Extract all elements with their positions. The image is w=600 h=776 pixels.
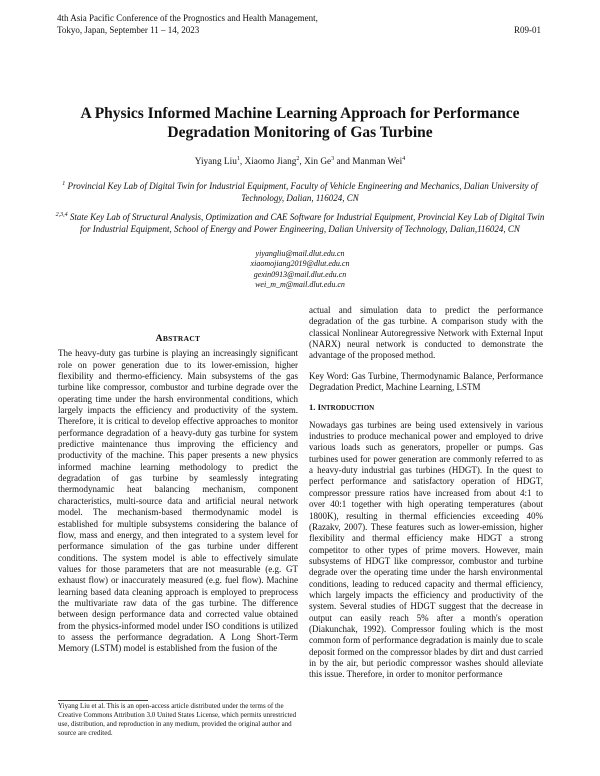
abstract-heading [58, 333, 298, 345]
title-line-2: Degradation Monitoring of Gas Turbine [167, 124, 433, 141]
conference-header [57, 13, 318, 36]
footnote-divider [58, 700, 148, 701]
left-column [58, 333, 298, 655]
affiliation-2-sup: 2,3,4 [55, 212, 68, 218]
paper-id: R09-01 [514, 24, 541, 35]
keywords: Key Word: Gas Turbine, Thermodynamic Balance, Performance Degradation Predict, Machine Learning, LSTM [309, 370, 543, 393]
email-list [40, 249, 560, 291]
conference-line-2: Tokyo, Japan, September 11 – 14, 2023 [57, 24, 200, 35]
introduction-body: Nowadays gas turbines are being used extensively in various industries to produce mechanical power and employed to drive various loads such as generators, propeller or pumps. Gas turbines used for power generation are commonly referred to as a heavy-duty industrial gas turbines (HDGT). In the quest to perfect performance and satisfactory operation of HDGT, compressor pressure ratios have increased from about 4:1 to over 40:1 together with high operating temperatures (about 1800K), resulting in thermal efficiencies exceeding 40% (Razakv, 2007). These features such as lower-emission, higher flexibility and thermal efficiency make HDGT a strong competitor to other types of prime movers. However, main subsystems of HDGT like compressor, combustor and turbine degrade over the operating time under the harsh environmental conditions, leading to reduced capacity and thermal efficiency, which largely impacts the efficiency and productivity of the system. Several studies of HDGT suggest that the decrease in output can easily reach 5% after a month's operation (Diakunchak, 1992). Compressor fouling which is the most common form of performance degradation is mainly due to scale deposit formed on the compressor blades by dirt and dust carried in by the air, but periodic compressor washes should alleviate this issue. Therefore, in order to monitor performance [309, 419, 543, 680]
abstract-body: The heavy-duty gas turbine is playing an increasingly significant role on power generation due to its lower-emission, higher flexibility and thermo-efficiency. Main subsystems of the gas turbine like compressor, combustor and turbine degrade over the operating time under the harsh environmental conditions, which largely impacts the efficiency and productivity of the system. Therefore, it is critical to develop effective approaches to monitor performance degradation of a heavy-duty gas turbine for system predictive maintenance thus improving the efficiency and productivity of the machine. This paper presents a new physics informed machine learning methodology to predict the degradation of gas turbine by seamlessly integrating thermodynamic heat balancing mechanism, component characteristics, multi-source data and artificial neural network model. The mechanism-based thermodynamic model is established for multiple subsystems considering the balance of flow, mass and energy, and then integrated to a system level for performance simulation of the gas turbine under different conditions. The system model is able to effectively simulate values for those parameters that are not measurable (e.g. GT exhaust flow) or inaccurately measured (e.g. fuel flow). Machine learning based data cleaning approach is employed to preprocess the multivariate raw data of the gas turbine. The difference between design performance data and corrected value obtained from the physics-informed model under ISO conditions is utilized to assess the performance degradation. A Long Short-Term Memory (LSTM) model is established from the fusion of the [58, 348, 298, 654]
author-list: Yiyang Liu$^1$, Xiaomo Jiang$^2$, Xin Ge$^3$ and Manman Wei$^4$ [194, 156, 406, 168]
paper-title [40, 104, 560, 142]
affiliation-2 [50, 210, 550, 235]
email-2: xiaomojiang2019@dlut.edu.cn [250, 259, 350, 269]
affiliation-1-sup: 1 [62, 181, 66, 187]
email-1: yiyangliu@mail.dlut.edu.cn [255, 249, 345, 258]
email-4: wei_m_m@mail.dlut.edu.cn [255, 280, 345, 290]
license-footnote: Yiyang Liu et al. This is an open-access article distributed under the terms of the Creative Commons Attribution 3.0 United States License, which permits unrestricted use, distribution, and reproduction in any medium, provided the original author and source are credited. [58, 702, 297, 737]
email-3: gexin0913@mail.dlut.edu.cn [253, 269, 347, 279]
introduction-heading [309, 402, 543, 414]
introduction-heading-num: 1. I [309, 402, 321, 413]
abstract-continuation: actual and simulation data to predict the performance degradation of the gas turbine. A comparison study with the classical Nonlinear Autoregressive Network with External Input (NARX) neural network is conducted to demonstrate the advantage of the proposed method. [309, 305, 543, 361]
author-2-sup: 2 [296, 156, 300, 162]
author-1-sup: 1 [236, 156, 240, 162]
affiliation-1-text: Provincial Key Lab of Digital Twin for Industrial Equipment, Faculty of Vehicle Engineering and Mechanics, Dalian University of Technology, Dalian, 116024, CN [67, 181, 538, 203]
author-3-sup: 3 [331, 156, 335, 162]
right-column [309, 305, 543, 681]
abstract-heading-rest: BSTRACT [162, 334, 201, 343]
author-and: and [336, 157, 350, 168]
introduction-heading-rest: NTRODUCTION [320, 404, 375, 413]
author-2: Xiaomo Jiang [244, 157, 297, 168]
title-line-1: A Physics Informed Machine Learning Approach for Performance [80, 105, 520, 122]
author-3: Xin Ge [304, 157, 332, 168]
conference-line-1: 4th Asia Pacific Conference of the Prognostics and Health Management, [57, 13, 318, 23]
author-4-sup: 4 [402, 156, 406, 162]
abstract-heading-initial: A [155, 334, 163, 344]
affiliation-2-text: State Key Lab of Structural Analysis, Optimization and CAE Software for Industrial Equipment, Provincial Key Lab of Digital Twin for Industrial Equipment, School of Energy and Power Engineering, Dalian University of Technology, Dalian,116024, CN [69, 212, 545, 234]
author-4: Manman Wei [352, 157, 403, 168]
author-1: Yiyang Liu [194, 157, 237, 168]
affiliation-1 [50, 179, 550, 204]
